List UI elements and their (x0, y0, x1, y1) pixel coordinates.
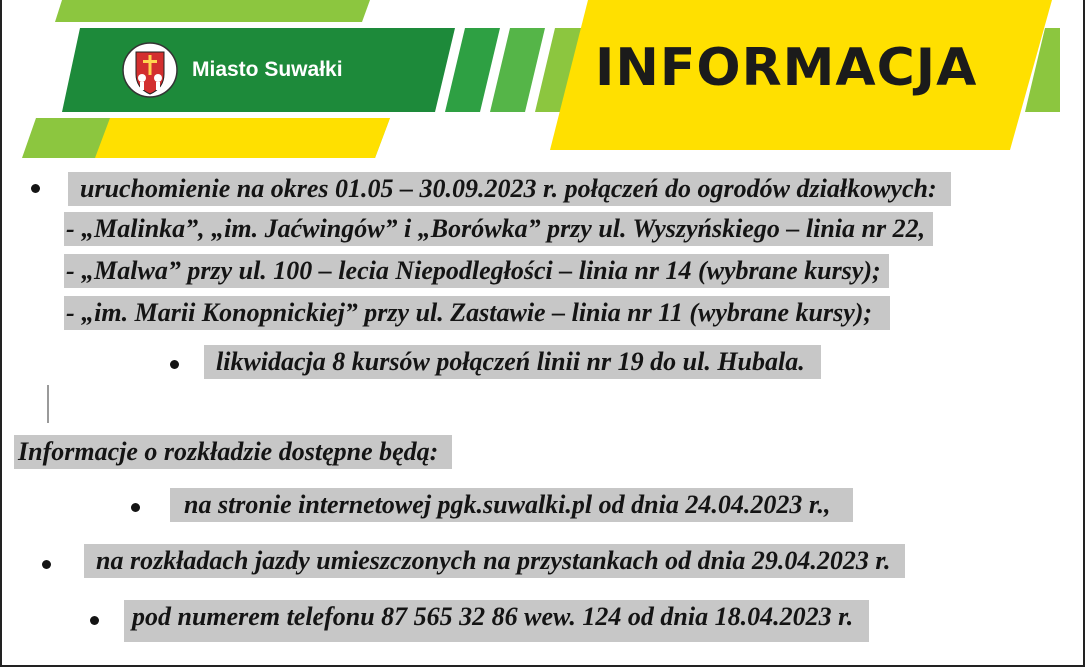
suwalki-crest-icon (122, 40, 178, 100)
text-cursor (47, 385, 49, 423)
bullet-icon (90, 616, 99, 625)
banner-yellow-left-stripe (95, 118, 390, 158)
bullet-icon (42, 560, 51, 569)
bullet-icon (131, 503, 140, 512)
liquidation-line: likwidacja 8 kursów połączeń linii nr 19 do ul. Hubala. (204, 345, 821, 379)
schedule-item: na stronie internetowej pgk.suwalki.pl od dnia 24.04.2023 r., (170, 488, 853, 522)
schedule-heading: Informacje o rozkładzie dostępne będą: (14, 435, 452, 469)
schedule-item: pod numerem telefonu 87 565 32 86 wew. 124 od dnia 18.04.2023 r. (124, 600, 869, 642)
allotment-line: - „im. Marii Konopnickiej” przy ul. Zastawie – linia nr 11 (wybrane kursy); (64, 296, 890, 330)
banner-green-stripe-2 (490, 28, 545, 112)
allotment-line: - „Malinka”, „im. Jaćwingów” i „Borówka” przy ul. Wyszyńskiego – linia nr 22, (64, 212, 933, 246)
allotment-line: - „Malwa” przy ul. 100 – lecia Niepodległości – linia nr 14 (wybrane kursy); (64, 254, 889, 288)
schedule-item: na rozkładach jazdy umieszczonych na przystankach od dnia 29.04.2023 r. (84, 544, 905, 578)
bullet-icon (170, 360, 179, 369)
brand (122, 40, 343, 100)
city-name: Miasto Suwałki (192, 58, 343, 81)
allotments-intro: uruchomienie na okres 01.05 – 30.09.2023 r. połączeń do ogrodów działkowych: (68, 172, 951, 206)
banner-green-stripe-1 (445, 28, 500, 112)
banner-light-green-top-stripe (55, 0, 370, 22)
bullet-icon (31, 184, 40, 193)
page-title: INFORMACJA (595, 38, 978, 98)
